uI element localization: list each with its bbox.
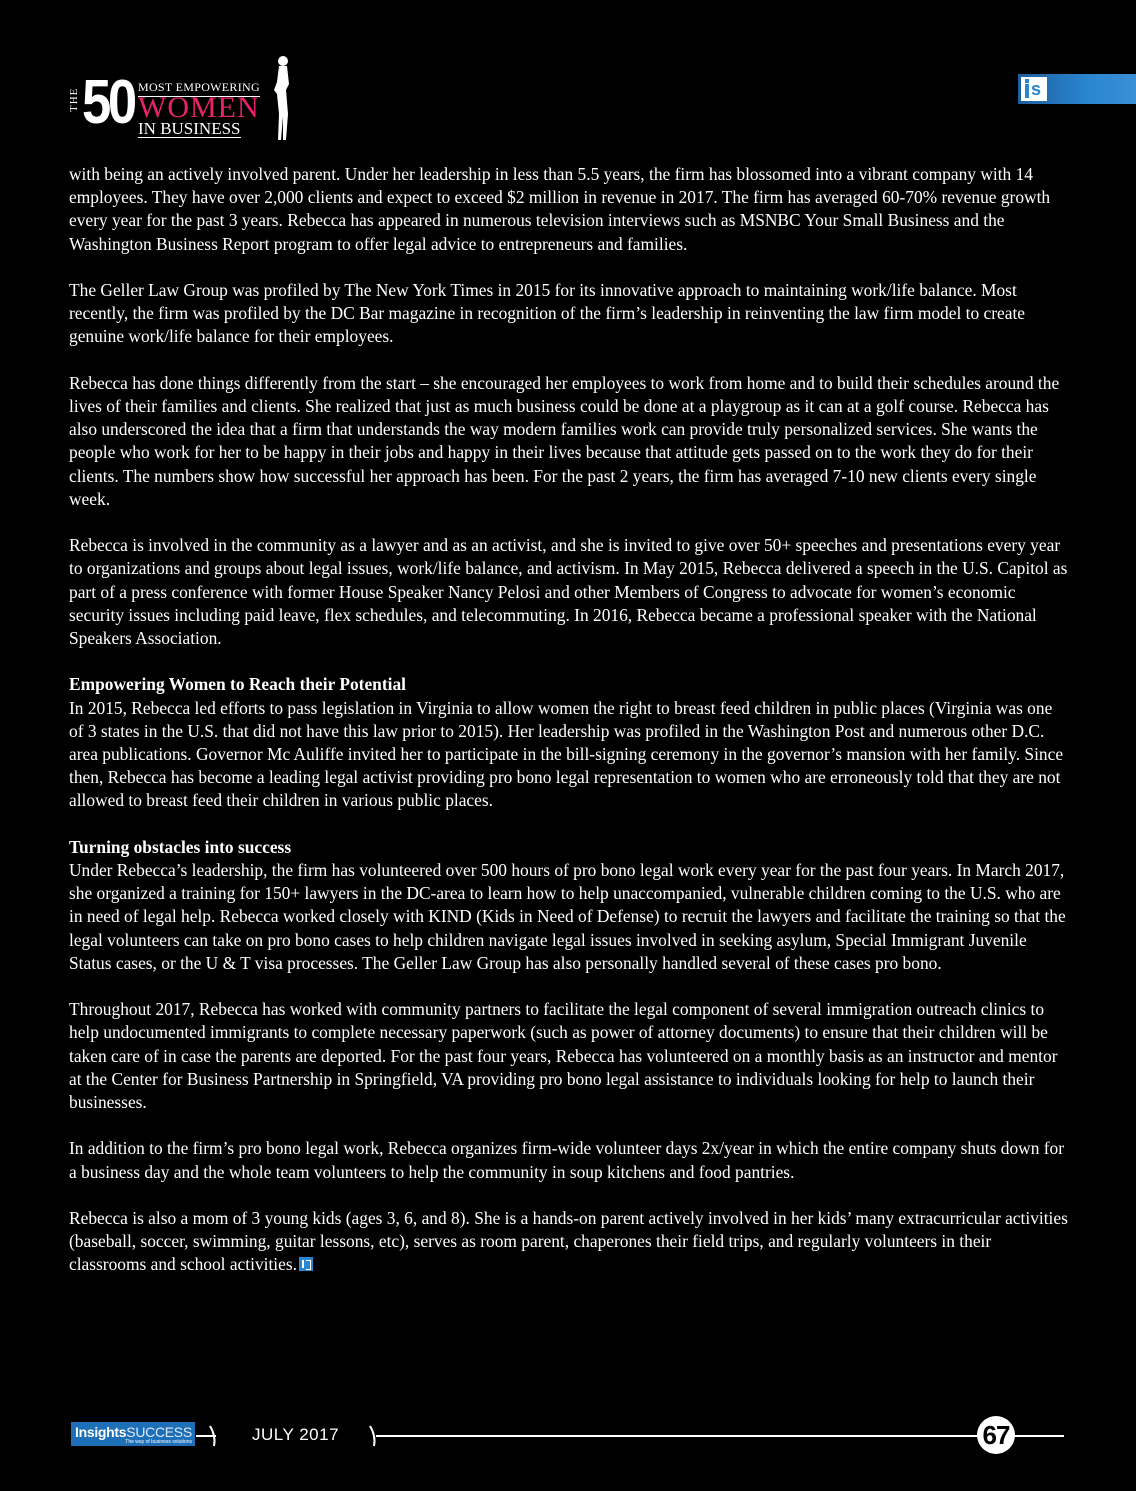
footer-brand-logo (71, 1422, 195, 1446)
insights-success-icon: s (1021, 77, 1047, 101)
end-mark-icon (299, 1257, 313, 1271)
article-paragraph: The Geller Law Group was profiled by The New York Times in 2015 for its innovative approach to maintaining work/life balance. Most recently, the firm was profiled by the DC Bar magazine in recognition of the firm’s leadership in reinventing the law firm model to create genuine work/life balance for their employees. (69, 280, 1026, 347)
article-paragraph: Throughout 2017, Rebecca has worked with community partners to facilitate the legal component of several immigration outreach clinics to help undocumented immigrants to complete necessary paperwork (such as power of attorney documents) to ensure that their children will be taken care of in case the parents are deported. For the past four years, Rebecca has volunteered on a monthly basis as an instructor and mentor at the Center for Business Partnership in Springfield, VA providing pro bono legal assistance to individuals looking for help to launch their businesses. (69, 999, 1058, 1113)
article-body (69, 163, 1069, 1300)
footer-divider (376, 1435, 1064, 1437)
article-last-paragraph-text: Rebecca is also a mom of 3 young kids (ages 3, 6, and 8). She is a hands-on parent actively involved in her kids’ many extracurricular activities (baseball, soccer, swimming, guitar lessons, etc), serves as room parent, chaperones their field trips, and regularly volunteers in their classrooms and school activities. (69, 1208, 1068, 1275)
section-heading: Turning obstacles into success (69, 836, 292, 857)
issue-date: JULY 2017 (252, 1425, 340, 1444)
section-tab (1018, 74, 1136, 104)
article-paragraph: with being an actively involved parent. Under her leadership in less than 5.5 years, the firm has blossomed into a vibrant company with 14 employees. They have over 2,000 clients and expect to exceed $2 million in revenue in 2017. The firm has averaged 60-70% revenue growth every year for the past 3 years. Rebecca has appeared in numerous television interviews such as MSNBC Your Small Business and the Washington Business Report program to offer legal advice to entrepreneurs and families. (69, 164, 1051, 254)
magazine-feature-logo (68, 54, 304, 144)
article-paragraph: In 2015, Rebecca led efforts to pass legislation in Virginia to allow women the right to breast feed children in public places (Virginia was one of 3 states in the U.S. that did not have this law prior to 2015). Her leadership was profiled in the Washington Post and numerous other D.C. area publications. Governor Mc Auliffe invited her to participate in the bill-signing ceremony in the governor’s mansion with her family. Since then, Rebecca has become a leading legal activist providing pro bono legal representation to women who are erroneously told that they are not allowed to breast feed their children in various public places. (69, 697, 1064, 811)
brand-tagline: The way of business solutions (125, 1439, 192, 1445)
brand-success: SUCCESS (126, 1424, 192, 1440)
logo-line-women: WOMEN (138, 91, 260, 124)
article-paragraph: Rebecca has done things differently from the start – she encouraged her employees to work from home and to build their schedules around the lives of their families and clients. She realized that just as much business could be done at a playgroup as it can at a golf course. Rebecca has also underscored the idea that a firm that understands the way modern families work can provide truly personalized services. She wants the people who work for her to be happy in their jobs and happy in their lives because that attitude gets passed on to the work they do for their clients. The numbers show how successful her approach has been. For the past 2 years, the firm has averaged 7-10 new clients every single week. (69, 372, 1060, 509)
article-paragraph: In addition to the firm’s pro bono legal work, Rebecca organizes firm-wide volunteer days 2x/year in which the entire company shuts down for a business day and the whole team volunteers to help the community in soup kitchens and food pantries. (69, 1138, 1065, 1182)
footer-brand-text (75, 1424, 192, 1440)
logo-line-most-empowering: MOST EMPOWERING (138, 80, 260, 97)
brand-insights: Insights (75, 1424, 127, 1440)
logo-line-in-business: IN BUSINESS (138, 119, 241, 138)
woman-silhouette-icon (270, 54, 296, 142)
section-heading: Empowering Women to Reach their Potential (69, 674, 406, 695)
footer-slash-icon (206, 1424, 228, 1448)
logo-the: THE (68, 87, 80, 112)
page-number: 67 (977, 1416, 1015, 1454)
article-last-paragraph (69, 1207, 1069, 1277)
article-paragraph: Under Rebecca’s leadership, the firm has volunteered over 500 hours of pro bono legal work every year for the past four years. In March 2017, she organized a training for 150+ lawyers in the DC-area to learn how to help unaccompanied, vulnerable children coming to the U.S. who are in need of legal help. Rebecca worked closely with KIND (Kids in Need of Defense) to recruit the lawyers and facilitate the training so that the legal volunteers can take on pro bono cases to help children navigate legal issues involved in seeking asylum, Special Immigrant Juvenile Status cases, or the U & T visa processes. The Geller Law Group has also personally handled several of these cases pro bono. (69, 860, 1066, 973)
logo-number: 50 (82, 68, 134, 137)
article-paragraph: Rebecca is involved in the community as a lawyer and as an activist, and she is invited to give over 50+ speeches and presentations every year to organizations and groups about legal issues, work/life balance, and activism. In May 2015, Rebecca delivered a speech in the U.S. Capitol as part of a press conference with former House Speaker Nancy Pelosi and other Members of Congress to advocate for women’s economic security issues including paid leave, flex schedules, and telecommuting. In 2016, Rebecca became a professional speaker with the National Speakers Association. (69, 535, 1068, 649)
